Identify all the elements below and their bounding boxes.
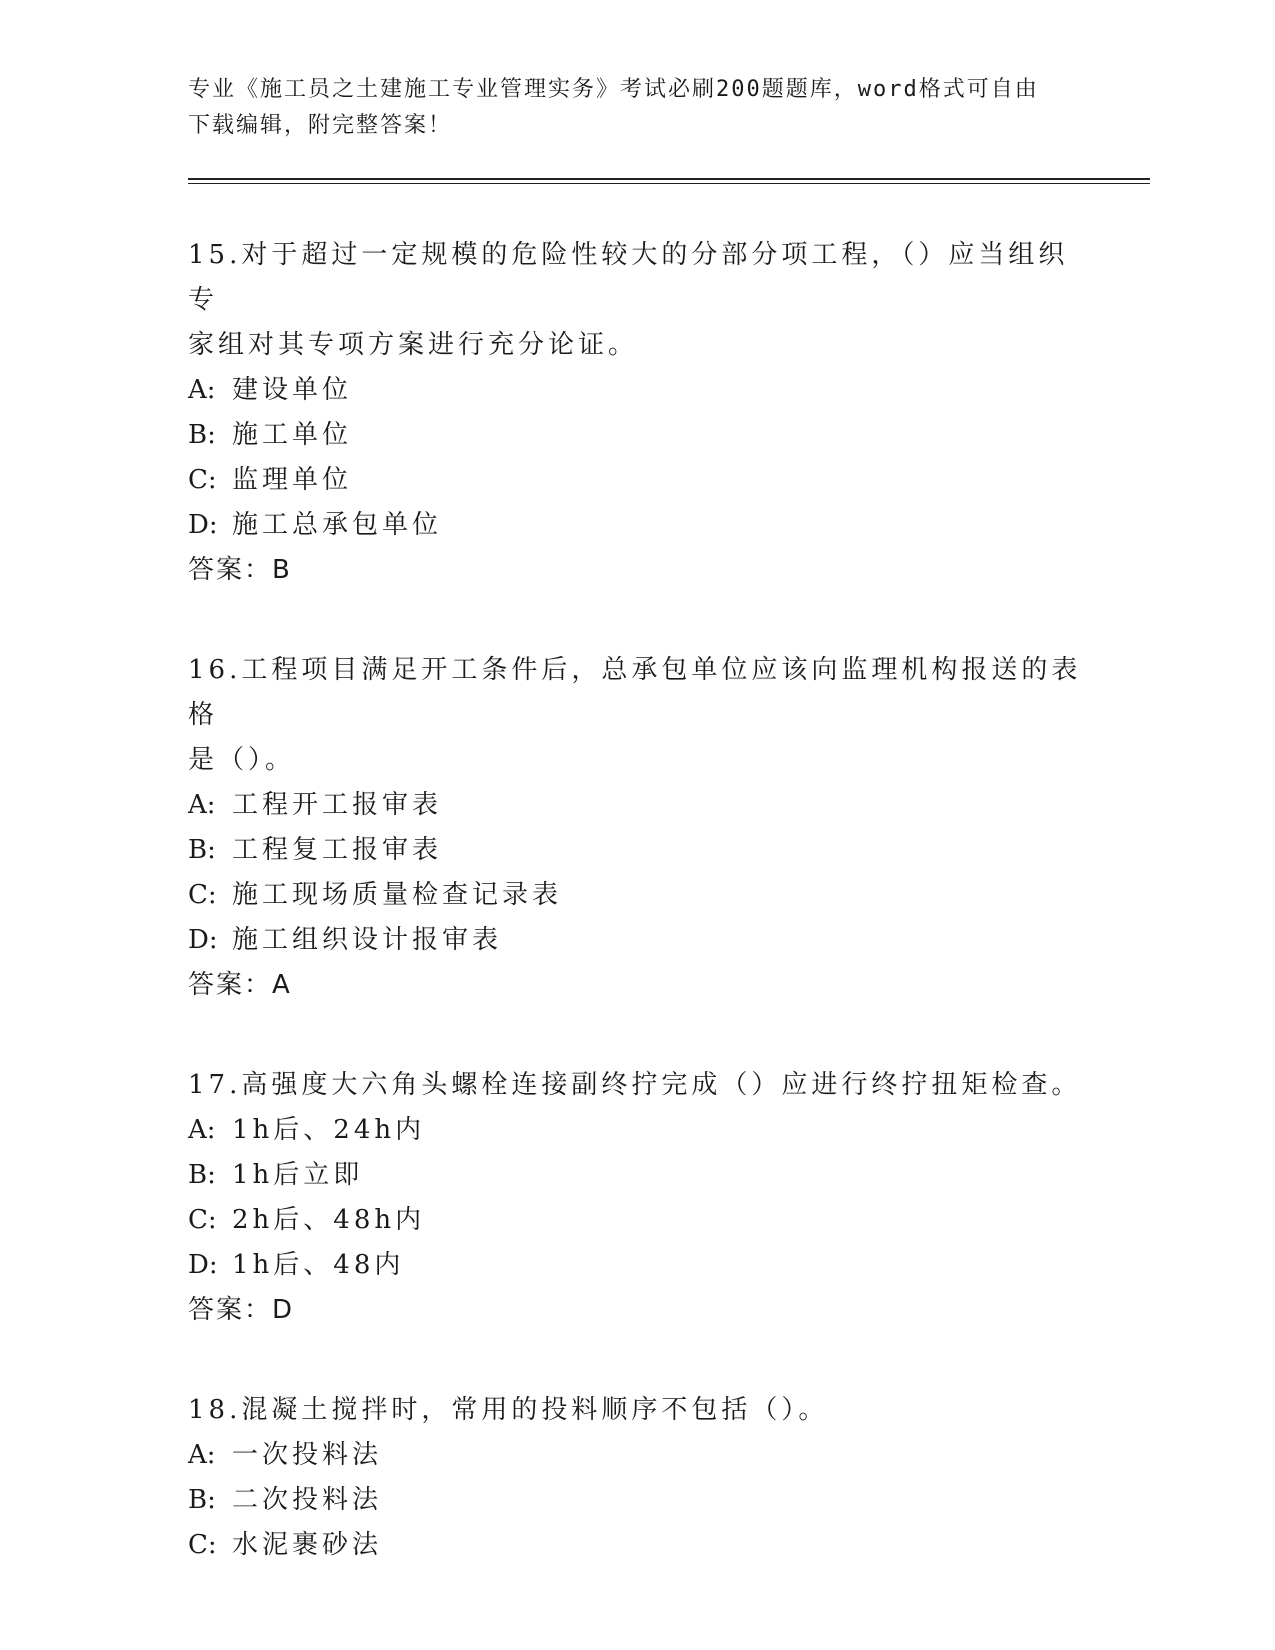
option-letter: C: xyxy=(188,465,217,495)
option-c xyxy=(188,873,1088,918)
question-stem-line-1: 15.对于超过一定规模的危险性较大的分部分项工程，（）应当组织专 xyxy=(188,240,1069,315)
question-list xyxy=(188,233,1088,1623)
option-d xyxy=(188,503,1088,548)
option-b xyxy=(188,413,1088,458)
question-stem-line-1: 18.混凝土搅拌时，常用的投料顺序不包括（）。 xyxy=(188,1395,829,1425)
question-stem-line-1: 17.高强度大六角头螺栓连接副终拧完成（）应进行终拧扭矩检查。 xyxy=(188,1070,1082,1100)
option-text: 工程复工报审表 xyxy=(232,835,443,865)
question-stem-line-1: 16.工程项目满足开工条件后，总承包单位应该向监理机构报送的表格 xyxy=(188,655,1082,730)
document-header xyxy=(188,72,1088,144)
question-stem-line-2: 家组对其专项方案进行充分论证。 xyxy=(188,330,639,360)
question-16 xyxy=(188,648,1088,1008)
option-text: 1h后、48内 xyxy=(232,1250,405,1280)
answer-line: 答案：A xyxy=(188,970,292,1000)
option-letter: B: xyxy=(188,420,216,450)
option-c xyxy=(188,458,1088,503)
option-text: 监理单位 xyxy=(232,465,353,495)
option-d xyxy=(188,1243,1088,1288)
option-d xyxy=(188,918,1088,963)
option-text: 一次投料法 xyxy=(232,1440,383,1470)
answer-line: 答案：B xyxy=(188,555,292,585)
option-a xyxy=(188,783,1088,828)
option-letter: A: xyxy=(188,1115,216,1145)
option-letter: D: xyxy=(188,510,218,540)
header-line-1: 专业《施工员之土建施工专业管理实务》考试必刷200题题库，word格式可自由 xyxy=(188,77,1039,102)
option-text: 施工总承包单位 xyxy=(232,510,443,540)
question-18 xyxy=(188,1388,1088,1568)
answer-line: 答案：D xyxy=(188,1295,295,1325)
option-letter: B: xyxy=(188,1160,216,1190)
option-letter: A: xyxy=(188,1440,216,1470)
option-text: 1h后、24h内 xyxy=(232,1115,426,1145)
header-divider-thick xyxy=(188,178,1150,180)
option-letter: A: xyxy=(188,375,216,405)
option-b xyxy=(188,828,1088,873)
option-letter: D: xyxy=(188,925,218,955)
option-a xyxy=(188,1433,1088,1478)
option-letter: D: xyxy=(188,1250,218,1280)
option-text: 2h后、48h内 xyxy=(232,1205,426,1235)
option-b xyxy=(188,1153,1088,1198)
header-line-2: 下载编辑，附完整答案！ xyxy=(188,113,453,138)
option-letter: B: xyxy=(188,1485,216,1515)
question-stem-line-2: 是（）。 xyxy=(188,745,296,775)
option-text: 建设单位 xyxy=(232,375,353,405)
option-a xyxy=(188,368,1088,413)
header-divider-thin xyxy=(188,183,1150,184)
option-letter: B: xyxy=(188,835,216,865)
option-text: 工程开工报审表 xyxy=(232,790,443,820)
option-a xyxy=(188,1108,1088,1153)
option-b xyxy=(188,1478,1088,1523)
option-text: 施工单位 xyxy=(232,420,353,450)
option-letter: C: xyxy=(188,1205,217,1235)
question-17 xyxy=(188,1063,1088,1333)
option-text: 施工组织设计报审表 xyxy=(232,925,503,955)
option-text: 施工现场质量检查记录表 xyxy=(232,880,563,910)
question-15 xyxy=(188,233,1088,593)
option-letter: C: xyxy=(188,1530,217,1560)
option-text: 二次投料法 xyxy=(232,1485,383,1515)
option-letter: A: xyxy=(188,790,216,820)
option-c xyxy=(188,1523,1088,1568)
option-letter: C: xyxy=(188,880,217,910)
option-text: 水泥裹砂法 xyxy=(232,1530,383,1560)
option-text: 1h后立即 xyxy=(232,1160,364,1190)
option-c xyxy=(188,1198,1088,1243)
